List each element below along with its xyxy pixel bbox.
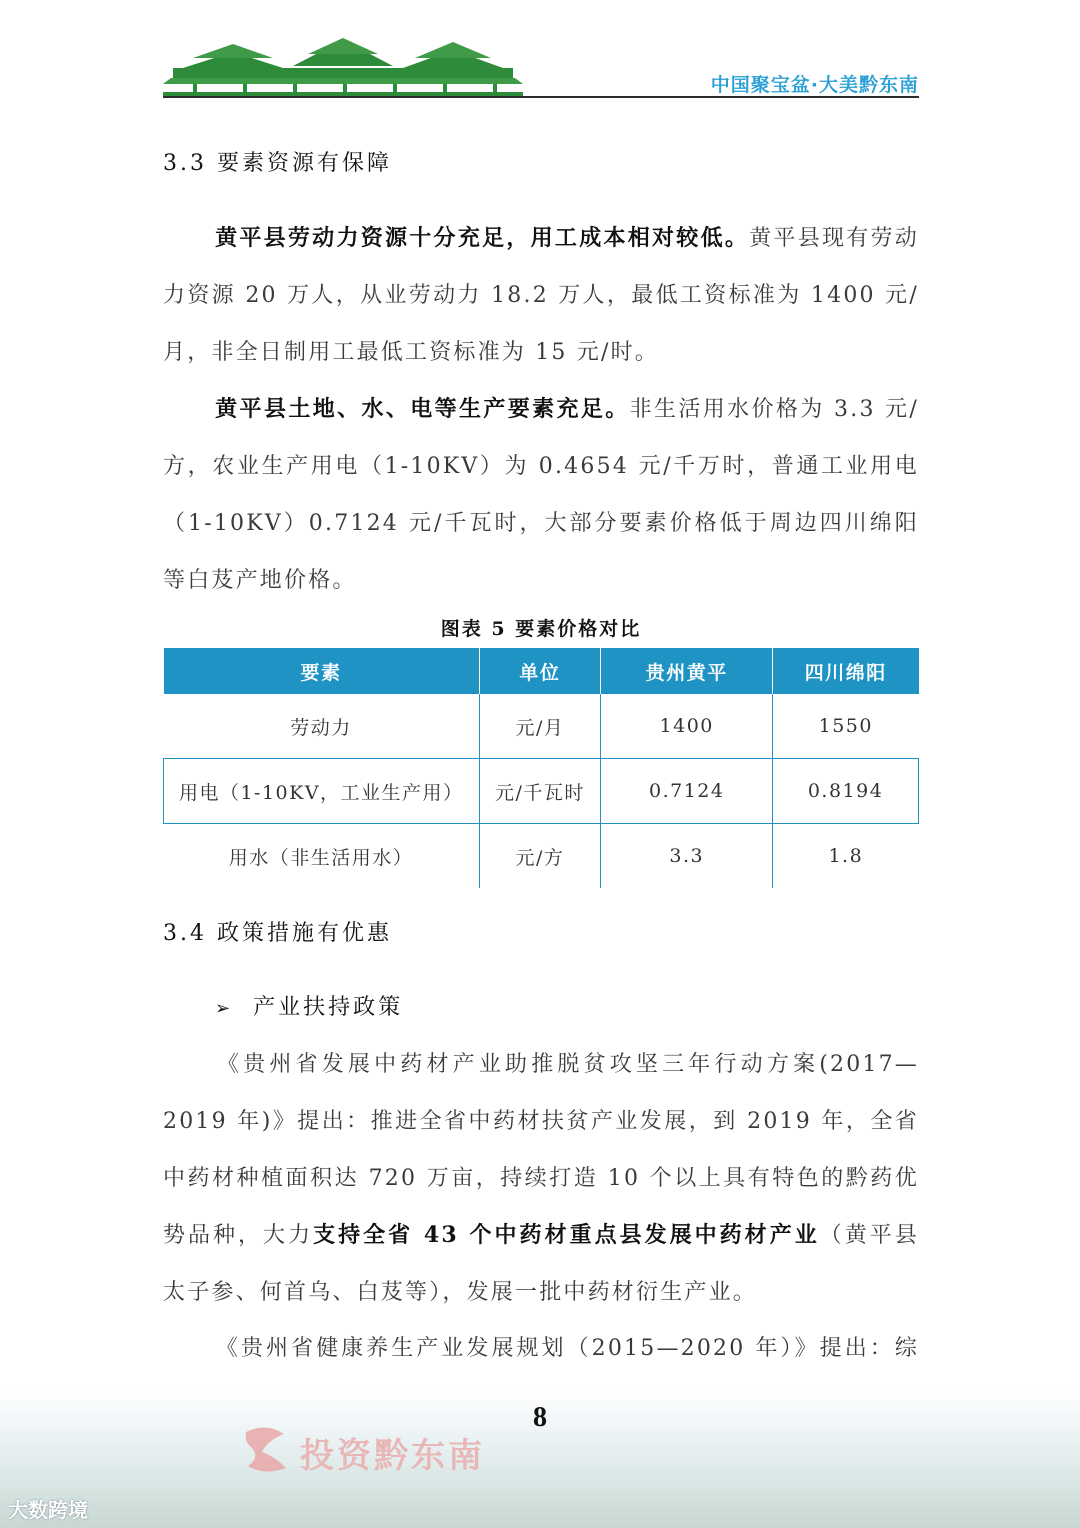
table-cell: 元/方 <box>479 824 601 889</box>
table-cell: 0.7124 <box>601 759 773 824</box>
table-row <box>164 759 919 824</box>
arrow-bullet-icon: ➢ <box>215 998 234 1019</box>
table-cell: 1.8 <box>828 845 864 867</box>
section-3-3-title: 3.3 要素资源有保障 <box>163 151 392 176</box>
section-3-4-title: 3.4 政策措施有优惠 <box>163 921 392 946</box>
header-slogan: 中国聚宝盆·大美黔东南 <box>710 74 919 96</box>
bullet-heading-label: 产业扶持政策 <box>253 995 404 1020</box>
table-header-cell: 贵州黄平 <box>601 648 773 694</box>
page-number: 8 <box>533 1402 547 1433</box>
table-cell: 3.3 <box>601 824 773 889</box>
table-header-row <box>164 648 919 694</box>
paragraph-tcm-plan <box>163 1036 919 1321</box>
brand-logo-icon <box>238 1422 294 1478</box>
table-cell: 用水（非生活用水） <box>164 824 480 889</box>
paragraph-resources-lead: 黄平县土地、水、电等生产要素充足。 <box>215 396 630 422</box>
paragraph-resources-body: 非生活用水价格为 3.3 元/方，农业生产用电（1-10KV）为 0.4654 元/千万时，普通工业用电（1-10KV）0.7124 元/千瓦时，大部分要素价格低于周边四川绵阳等白芨产地价格。 <box>163 397 920 593</box>
table-header-cell: 四川绵阳 <box>773 648 919 694</box>
bullet-heading <box>215 990 403 1021</box>
table-cell: 元/千瓦时 <box>479 759 601 824</box>
paragraph-labor-body: 黄平县现有劳动力资源 20 万人，从业劳动力 18.2 万人，最低工资标准为 1400 元/月，非全日制用工最低工资标准为 15 元/时。 <box>163 226 919 365</box>
table-cell: 0.8194 <box>773 759 919 824</box>
watermark-text: 大数跨境 <box>8 1498 88 1522</box>
paragraph-resources <box>163 381 919 609</box>
paragraph-tcm-plan-bold: 支持全省 43 个中药材重点县发展中药材产业 <box>313 1222 820 1248</box>
paragraph-tcm-plan-a: 《贵州省发展中药材产业助推脱贫攻坚三年行动方案(2017—2019 年)》提出：推进全省中药材扶贫产业发展，到 2019 年，全省中药材种植面积达 720 万亩，持续打造 10 个以上具有特色的黔药优势品种，大力 <box>163 1052 919 1248</box>
footer-brand-text: 投资黔东南 <box>300 1436 485 1476</box>
paragraph-health-plan-text: 《贵州省健康养生产业发展规划（2015—2020 年）》提出：综 <box>215 1336 919 1361</box>
table-cell: 1400 <box>601 694 773 759</box>
header-pavilion-illustration <box>163 38 523 100</box>
table-cell: 劳动力 <box>164 694 480 759</box>
paragraph-labor <box>163 210 919 381</box>
price-comparison-table <box>163 648 919 888</box>
table-row <box>164 824 919 889</box>
paragraph-labor-lead: 黄平县劳动力资源十分充足，用工成本相对较低。 <box>215 225 750 251</box>
table-row <box>164 694 919 759</box>
table-header-cell: 单位 <box>479 648 601 694</box>
table-cell: 1550 <box>818 715 873 737</box>
table-cell: 用电（1-10KV，工业生产用） <box>164 759 480 824</box>
table-header-cell: 要素 <box>164 648 480 694</box>
header-divider <box>163 96 919 98</box>
table-caption: 图表 5 要素价格对比 <box>440 618 642 640</box>
paragraph-tcm-plan-b: （黄平县太子参、何首乌、白芨等），发展一批中药材衍生产业。 <box>163 1223 919 1305</box>
table-cell: 元/月 <box>479 694 601 759</box>
